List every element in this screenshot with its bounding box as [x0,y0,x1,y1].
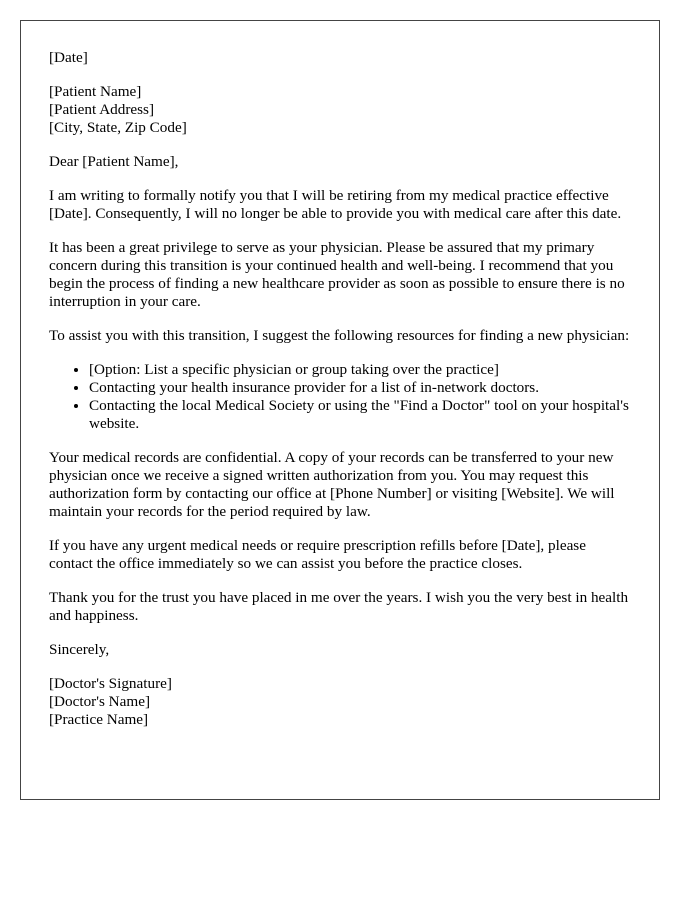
paragraph-thank-you: Thank you for the trust you have placed in me over the years. I wish you the very best in health and happiness. [49,589,629,624]
signature-block [49,675,631,729]
letter-date: [Date] [49,49,88,66]
resource-item: • Contacting the local Medical Society or using the "Find a Doctor" tool on your hospital's website. [89,397,631,433]
doctor-name: [Doctor's Name] [49,693,150,710]
paragraph-urgent-needs: If you have any urgent medical needs or require prescription refills before [Date], please contact the office immediately so we can assist you before the practice closes. [49,537,586,572]
resource-item: • Contacting your health insurance provider for a list of in-network doctors. [89,379,631,397]
resource-item: • [Option: List a specific physician or group taking over the practice] [89,361,631,379]
recipient-address: [Patient Address] [49,101,155,118]
paragraph-resources-intro: To assist you with this transition, I suggest the following resources for finding a new physician: [49,327,630,344]
paragraph-retirement-notice: I am writing to formally notify you that I will be retiring from my medical practice effective [Date]. Consequently, I will no longer be able to provide you with medical care after this date. [49,187,622,222]
letter-page [20,20,660,800]
paragraph-transition-concern: It has been a great privilege to serve as your physician. Please be assured that my primary concern during this transition is your continued health and well-being. I recommend that you begin the process of finding a new healthcare provider as soon as possible to ensure there is no interruption in your care. [49,239,625,310]
recipient-city-state-zip: [City, State, Zip Code] [49,119,187,136]
resources-list [49,361,631,433]
practice-name: [Practice Name] [49,711,149,728]
doctor-signature: [Doctor's Signature] [49,675,172,692]
recipient-address-block [49,83,631,137]
sign-off: Sincerely, [49,641,110,658]
recipient-name: [Patient Name] [49,83,142,100]
salutation: Dear [Patient Name], [49,153,179,170]
paragraph-medical-records: Your medical records are confidential. A copy of your records can be transferred to your new physician once we receive a signed written authorization from you. You may request this authorization form by contacting our office at [Phone Number] or visiting [Website]. We will maintain your records for the period required by law. [49,449,615,520]
